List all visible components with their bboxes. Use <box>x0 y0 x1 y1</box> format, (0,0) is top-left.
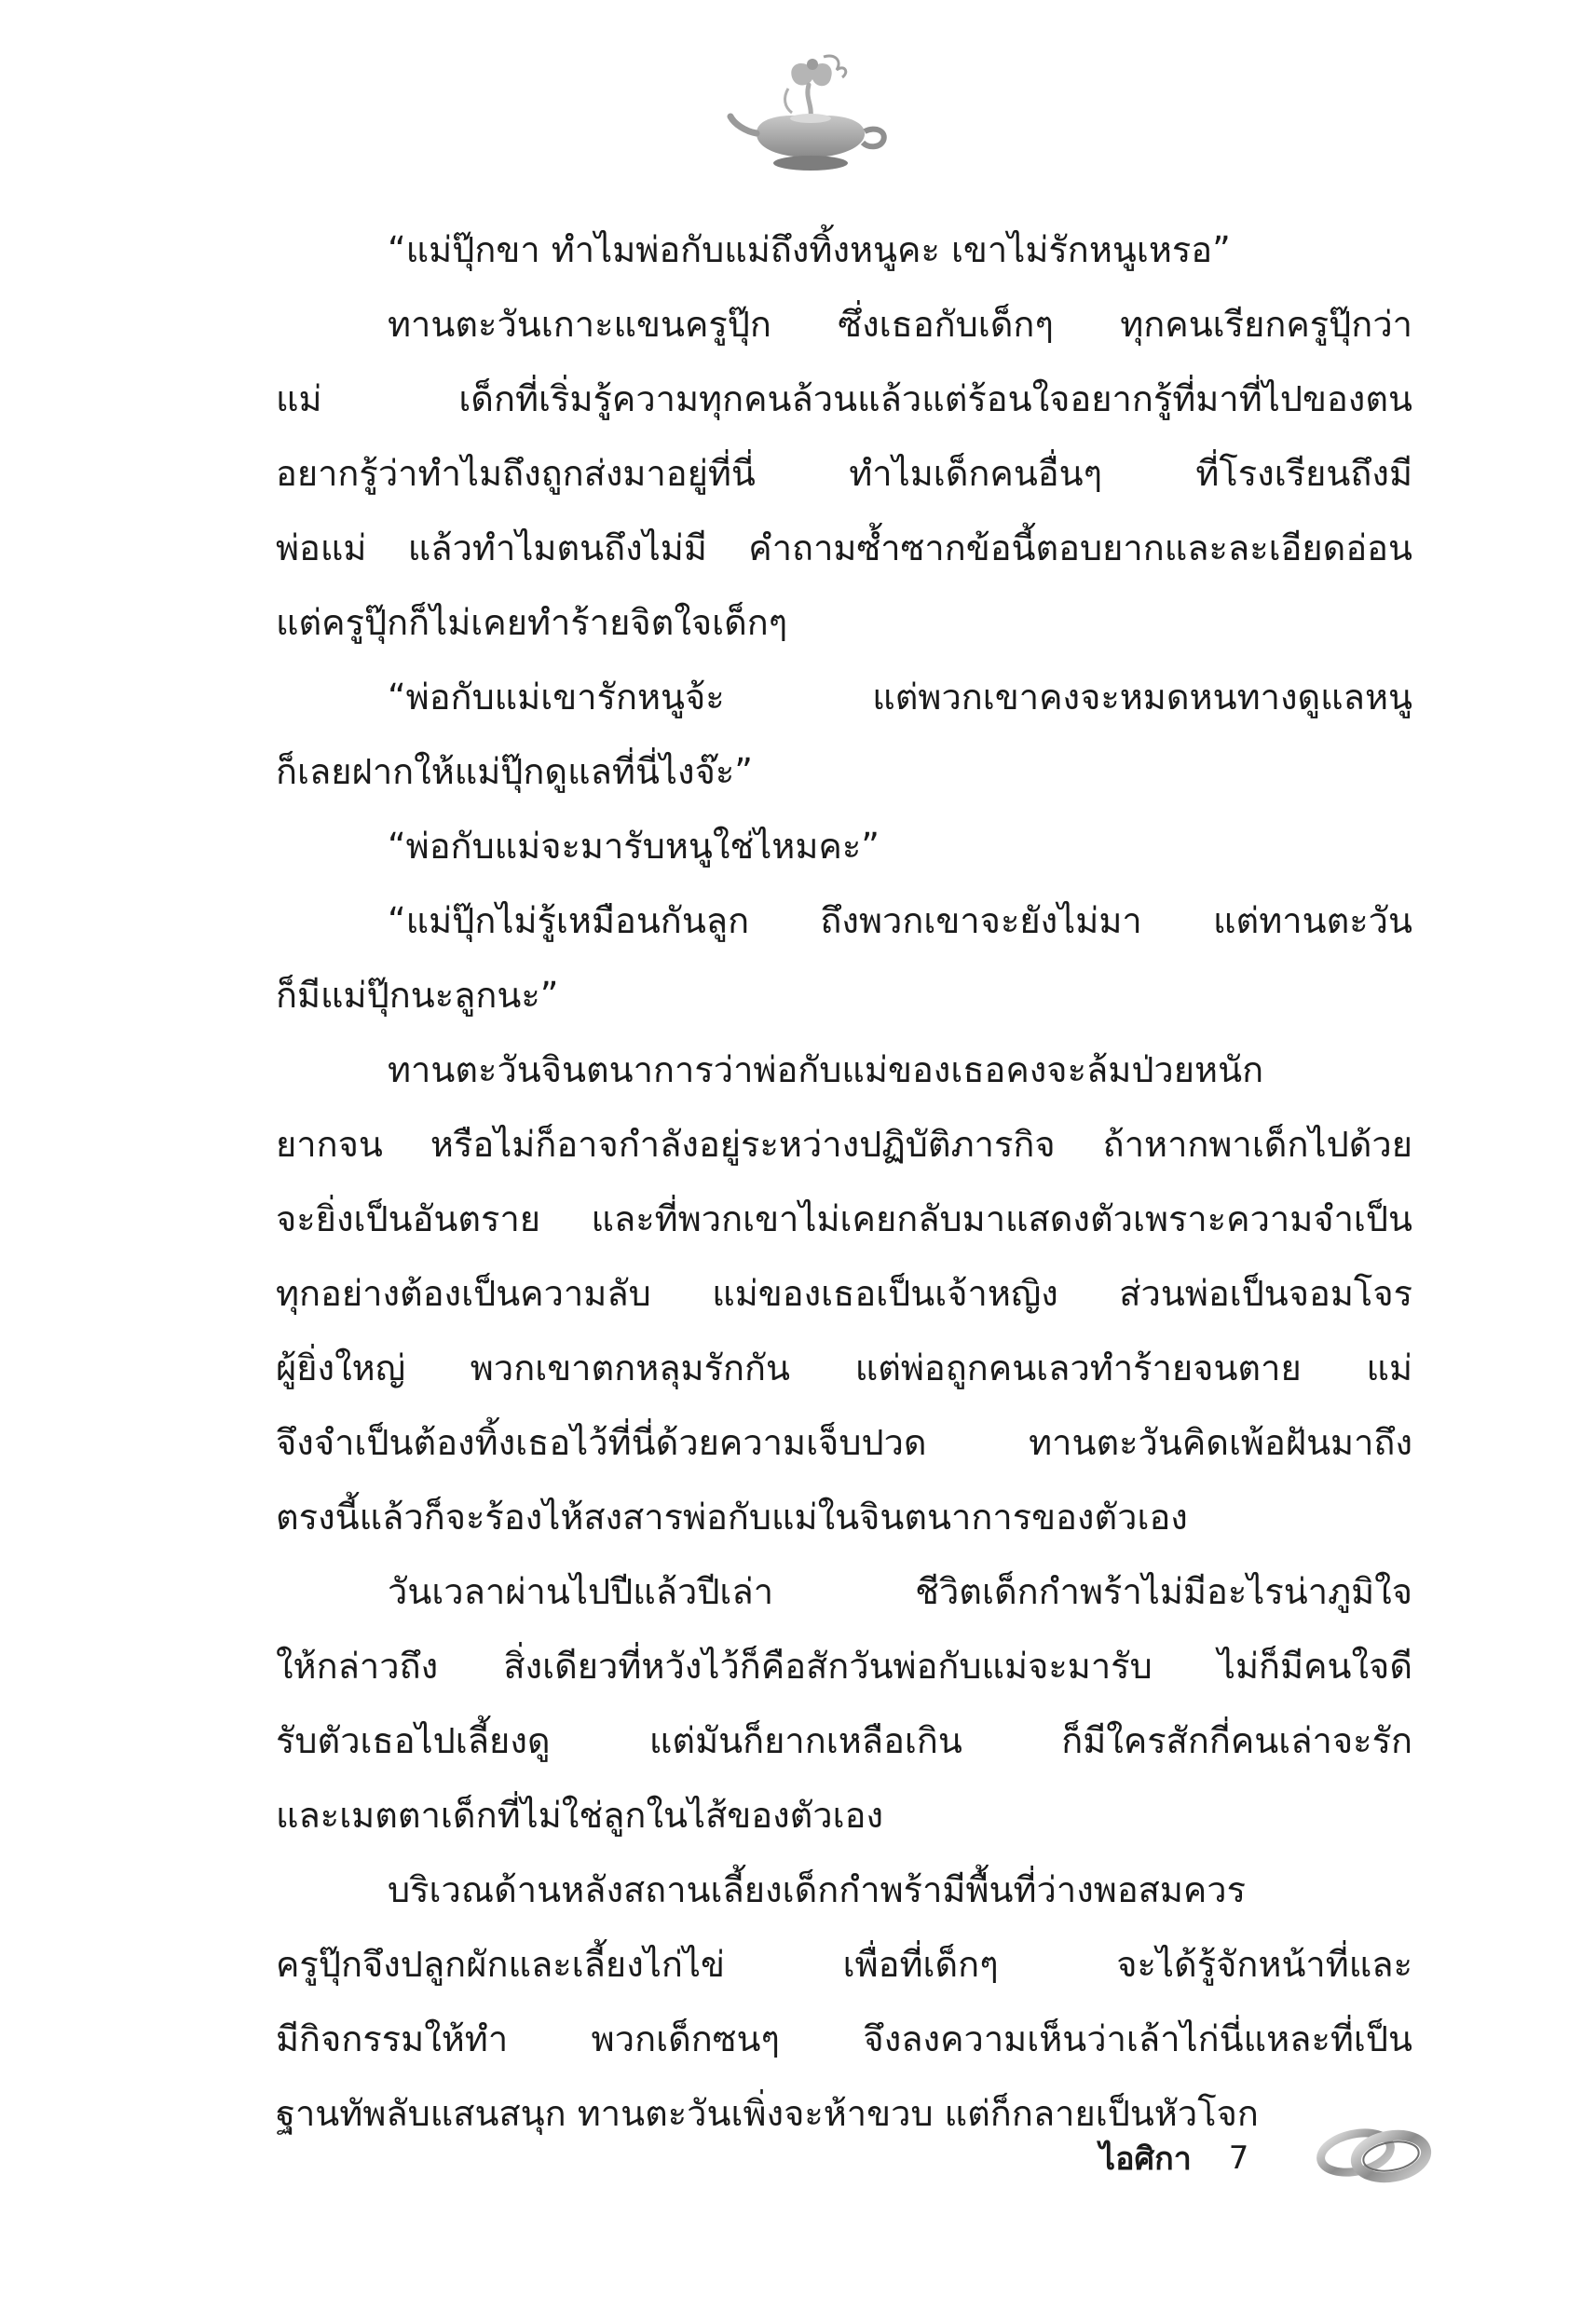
text-line: จึงจำเป็นต้องทิ้งเธอไว้ที่นี่ด้วยความเจ็บปวด ทานตะวันคิดเพ้อฝันมาถึง <box>276 1422 1412 1463</box>
text-line: ให้กล่าวถึง สิ่งเดียวที่หวังไว้ก็คือสักวันพ่อกับแม่จะมารับ ไม่ก็มีคนใจดี <box>276 1646 1412 1687</box>
text-line: “แม่ปุ๊กขา ทำไมพ่อกับแม่ถึงทิ้งหนูคะ เขาไม่รักหนูเหรอ” <box>388 229 1231 270</box>
text-line: มีกิจกรรมให้ทำ พวกเด็กซนๆ จึงลงความเห็นว่าเล้าไก่นี่แหละที่เป็น <box>276 2018 1412 2059</box>
text-line: ทานตะวันเกาะแขนครูปุ๊ก ซึ่งเธอกับเด็กๆ ทุกคนเรียกครูปุ๊กว่า <box>388 304 1412 345</box>
text-line: ผู้ยิ่งใหญ่ พวกเขาตกหลุมรักกัน แต่พ่อถูกคนเลวทำร้ายจนตาย แม่ <box>276 1347 1412 1388</box>
text-line: จะยิ่งเป็นอันตราย และที่พวกเขาไม่เคยกลับมาแสดงตัวเพราะความจำเป็น <box>276 1198 1412 1239</box>
text-line: อยากรู้ว่าทำไมถึงถูกส่งมาอยู่ที่นี่ ทำไมเด็กคนอื่นๆ ที่โรงเรียนถึงมี <box>276 453 1412 494</box>
text-line: พ่อแม่ แล้วทำไมตนถึงไม่มี คำถามซ้ำซากข้อนี้ตอบยากและละเอียดอ่อน <box>276 527 1412 568</box>
body-text <box>276 212 1412 2151</box>
text-line: ก็มีแม่ปุ๊กนะลูกนะ” <box>276 975 559 1016</box>
text-line: ก็เลยฝากให้แม่ปุ๊กดูแลที่นี่ไงจ๊ะ” <box>276 751 753 792</box>
text-line: แม่ เด็กที่เริ่มรู้ความทุกคนล้วนแล้วแต่ร้อนใจอยากรู้ที่มาที่ไปของตน <box>276 378 1412 419</box>
text-line: “แม่ปุ๊กไม่รู้เหมือนกันลูก ถึงพวกเขาจะยังไม่มา แต่ทานตะวัน <box>388 900 1412 941</box>
text-line: วันเวลาผ่านไปปีแล้วปีเล่า ชีวิตเด็กกำพร้าไม่มีอะไรน่าภูมิใจ <box>388 1571 1412 1612</box>
book-title: ไอศิกา <box>1099 2140 1192 2178</box>
text-line: ฐานทัพลับแสนสนุก ทานตะวันเพิ่งจะห้าขวบ แต่ก็กลายเป็นหัวโจก <box>276 2093 1259 2134</box>
text-line: รับตัวเธอไปเลี้ยงดู แต่มันก็ยากเหลือเกิน ก็มีใครสักกี่คนเล่าจะรัก <box>276 1720 1412 1761</box>
page-footer <box>1099 2130 1248 2186</box>
text-line: “พ่อกับแม่เขารักหนูจ้ะ แต่พวกเขาคงจะหมดหนทางดูแลหนู <box>388 677 1412 718</box>
text-line: แต่ครูปุ๊กก็ไม่เคยทำร้ายจิตใจเด็กๆ <box>276 602 788 643</box>
text-line: ทุกอย่างต้องเป็นความลับ แม่ของเธอเป็นเจ้าหญิง ส่วนพ่อเป็นจอมโจร <box>276 1273 1412 1314</box>
wedding-rings-icon <box>1309 2113 1435 2193</box>
text-line: ตรงนี้แล้วก็จะร้องไห้สงสารพ่อกับแม่ในจินตนาการของตัวเอง <box>276 1497 1188 1538</box>
text-line: และเมตตาเด็กที่ไม่ใช่ลูกในไส้ของตัวเอง <box>276 1795 884 1836</box>
text-line: บริเวณด้านหลังสถานเลี้ยงเด็กกำพร้ามีพื้นที่ว่างพอสมควร <box>388 1869 1247 1910</box>
page-number: 7 <box>1228 2140 1249 2177</box>
text-line: ยากจน หรือไม่ก็อาจกำลังอยู่ระหว่างปฏิบัติภารกิจ ถ้าหากพาเด็กไปด้วย <box>276 1124 1412 1165</box>
text-line: ครูปุ๊กจึงปลูกผักและเลี้ยงไก่ไข่ เพื่อที่เด็กๆ จะได้รู้จักหน้าที่และ <box>276 1944 1412 1985</box>
text-line: ทานตะวันจินตนาการว่าพ่อกับแม่ของเธอคงจะล้มป่วยหนัก <box>388 1049 1264 1090</box>
cupid-lamp-ornament-icon <box>727 51 894 182</box>
text-line: “พ่อกับแม่จะมารับหนูใช่ไหมคะ” <box>388 826 880 867</box>
